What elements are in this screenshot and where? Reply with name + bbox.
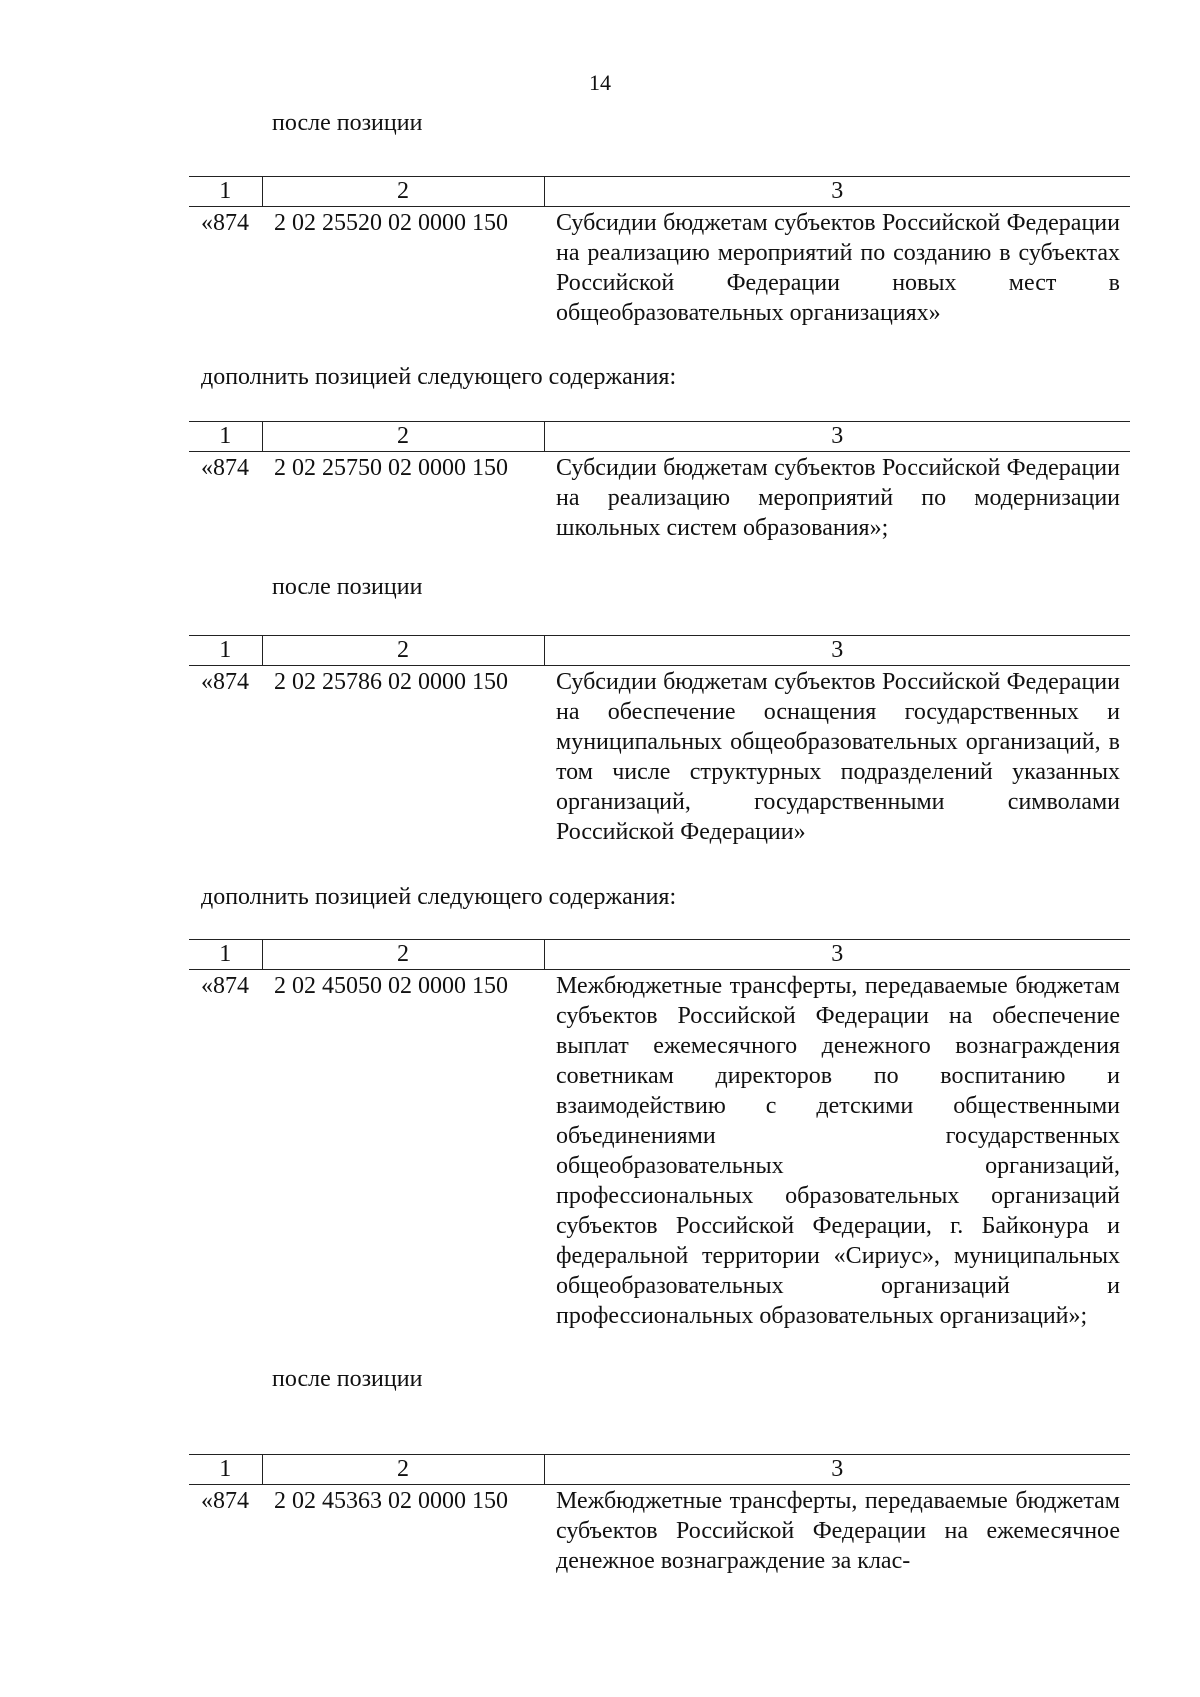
description-cell: Субсидии бюджетам субъектов Российской Федерации на реализацию мероприятий по созданию в субъектах Российской Федерации новых мест в общеобразовательных организациях» — [556, 210, 1120, 326]
table-row — [189, 666, 1130, 848]
position-table — [189, 635, 1130, 847]
admin-code-cell: «874 — [201, 973, 249, 999]
header-col-1: 1 — [189, 940, 262, 970]
table-header-row — [189, 1455, 1130, 1485]
header-col-2: 2 — [262, 636, 544, 666]
header-col-3: 3 — [544, 636, 1130, 666]
position-table — [189, 176, 1130, 328]
header-col-3: 3 — [544, 940, 1130, 970]
description-cell: Межбюджетные трансферты, передаваемые бюджетам субъектов Российской Федерации на ежемесячное денежное вознаграждение за клас- — [556, 1488, 1120, 1574]
table-row — [189, 970, 1130, 1332]
table-header-row — [189, 422, 1130, 452]
header-col-2: 2 — [262, 177, 544, 207]
header-col-1: 1 — [189, 177, 262, 207]
table-header-row — [189, 177, 1130, 207]
paragraph-after-position: после позиции — [272, 1366, 423, 1392]
description-cell: Субсидии бюджетам субъектов Российской Федерации на реализацию мероприятий по модернизации школьных систем образования»; — [556, 455, 1120, 541]
budget-code-cell: 2 02 25520 02 0000 150 — [274, 210, 508, 236]
header-col-3: 3 — [544, 177, 1130, 207]
paragraph-after-position: после позиции — [272, 110, 423, 136]
admin-code-cell: «874 — [201, 669, 249, 695]
header-col-2: 2 — [262, 940, 544, 970]
table-header-row — [189, 636, 1130, 666]
header-col-1: 1 — [189, 636, 262, 666]
header-col-1: 1 — [189, 1455, 262, 1485]
header-col-2: 2 — [262, 422, 544, 452]
budget-code-cell: 2 02 25786 02 0000 150 — [274, 669, 508, 695]
position-table — [189, 939, 1130, 1331]
paragraph-add-position: дополнить позицией следующего содержания: — [201, 884, 677, 910]
header-col-1: 1 — [189, 422, 262, 452]
header-col-3: 3 — [544, 1455, 1130, 1485]
header-col-2: 2 — [262, 1455, 544, 1485]
budget-code-cell: 2 02 45050 02 0000 150 — [274, 973, 508, 999]
description-cell: Межбюджетные трансферты, передаваемые бюджетам субъектов Российской Федерации на обеспечение выплат ежемесячного денежного вознаграждения советникам директоров по воспитанию и взаимодействию с детскими общественными объединениями государственных общеобразовательных организаций, профессиональных образовательных организаций субъектов Российской Федерации, г. Байконура и федеральной территории «Сириус», муниципальных общеобразовательных организаций и профессиональных образовательных организаций»; — [556, 973, 1120, 1329]
admin-code-cell: «874 — [201, 210, 249, 236]
table-row — [189, 452, 1130, 544]
position-table — [189, 1454, 1130, 1576]
description-cell: Субсидии бюджетам субъектов Российской Федерации на обеспечение оснащения государственных и муниципальных общеобразовательных организаций, в том числе структурных подразделений указанных организаций, государственными символами Российской Федерации» — [556, 669, 1120, 845]
table-row — [189, 207, 1130, 329]
budget-code-cell: 2 02 45363 02 0000 150 — [274, 1488, 508, 1514]
table-row — [189, 1485, 1130, 1577]
paragraph-after-position: после позиции — [272, 574, 423, 600]
header-col-3: 3 — [544, 422, 1130, 452]
paragraph-add-position: дополнить позицией следующего содержания: — [201, 364, 677, 390]
admin-code-cell: «874 — [201, 1488, 249, 1514]
admin-code-cell: «874 — [201, 455, 249, 481]
table-header-row — [189, 940, 1130, 970]
budget-code-cell: 2 02 25750 02 0000 150 — [274, 455, 508, 481]
page-number: 14 — [589, 70, 611, 95]
position-table — [189, 421, 1130, 543]
